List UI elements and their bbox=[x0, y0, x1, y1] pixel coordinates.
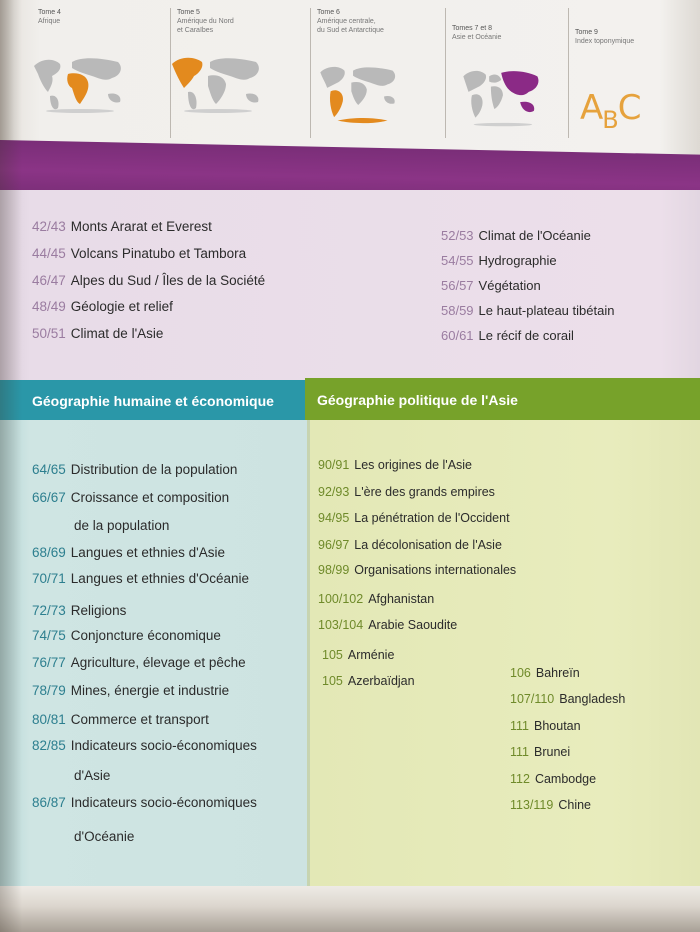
column-divider bbox=[307, 420, 310, 886]
volume-description: Amérique centrale, bbox=[317, 18, 376, 25]
toc-entry[interactable]: 103/104 Arabie Saoudite bbox=[318, 618, 458, 632]
volume-description: Amérique du Nord bbox=[177, 18, 234, 25]
toc-entry[interactable]: 50/51 Climat de l'Asie bbox=[32, 326, 164, 341]
toc-entry[interactable]: 70/71 Langues et ethnies d'Océanie bbox=[32, 571, 250, 586]
volume-label: Tome 4 bbox=[38, 9, 61, 16]
toc-entry[interactable]: 78/79 Mines, énergie et industrie bbox=[32, 683, 230, 698]
toc-entry[interactable]: 82/85 Indicateurs socio-économiques bbox=[32, 738, 257, 753]
volume-label: Tomes 7 et 8 bbox=[452, 25, 493, 32]
toc-entry[interactable]: 100/102 Afghanistan bbox=[318, 592, 435, 606]
volume-description: Afrique bbox=[38, 18, 61, 25]
volume-description: du Sud et Antarctique bbox=[317, 27, 384, 34]
toc-entry[interactable]: 58/59 Le haut-plateau tibétain bbox=[441, 303, 615, 318]
toc-entry[interactable]: 56/57 Végétation bbox=[441, 278, 541, 293]
toc-entry[interactable]: 66/67 Croissance et composition bbox=[32, 490, 230, 505]
toc-entry[interactable]: 72/73 Religions bbox=[32, 603, 127, 618]
page-bottom-edge bbox=[0, 886, 700, 932]
toc-entry[interactable]: 76/77 Agriculture, élevage et pêche bbox=[32, 655, 246, 670]
toc-entry[interactable]: 44/45 Volcans Pinatubo et Tambora bbox=[32, 246, 247, 261]
world-map-north-america-icon bbox=[170, 52, 265, 114]
toc-entry[interactable]: 105 Azerbaïdjan bbox=[322, 674, 415, 688]
binding-shadow bbox=[0, 0, 22, 932]
human-geography-header: Géographie humaine et économique bbox=[0, 380, 305, 420]
toc-entry[interactable]: 48/49 Géologie et relief bbox=[32, 299, 173, 314]
toc-entry[interactable]: 98/99 Organisations internationales bbox=[318, 563, 517, 577]
toc-entry[interactable]: 54/55 Hydrographie bbox=[441, 253, 557, 268]
toc-entry[interactable]: 111 Brunei bbox=[510, 745, 571, 759]
toc-entry-continued: d'Océanie bbox=[74, 829, 135, 844]
toc-entry[interactable]: 105 Arménie bbox=[322, 648, 395, 662]
toc-entry[interactable]: 74/75 Conjoncture économique bbox=[32, 628, 221, 643]
world-map-south-america-icon bbox=[312, 62, 407, 124]
toc-entry[interactable]: 111 Bhoutan bbox=[510, 719, 581, 733]
world-map-africa-icon bbox=[32, 52, 127, 114]
toc-entry[interactable]: 107/110 Bangladesh bbox=[510, 692, 626, 706]
toc-entry[interactable]: 42/43 Monts Ararat et Everest bbox=[32, 219, 212, 234]
toc-entry[interactable]: 94/95 La pénétration de l'Occident bbox=[318, 511, 510, 525]
toc-entry-continued: de la population bbox=[74, 518, 170, 533]
toc-entry[interactable]: 52/53 Climat de l'Océanie bbox=[441, 228, 591, 243]
toc-entry[interactable]: 106 Bahreïn bbox=[510, 666, 580, 680]
toc-entry[interactable]: 92/93 L'ère des grands empires bbox=[318, 485, 495, 499]
volume-description: Asie et Océanie bbox=[452, 34, 502, 41]
political-geography-header: Géographie politique de l'Asie bbox=[305, 378, 700, 420]
toc-entry[interactable]: 96/97 La décolonisation de l'Asie bbox=[318, 538, 502, 552]
toc-entry-continued: d'Asie bbox=[74, 768, 111, 783]
volume-label: Tome 6 bbox=[317, 9, 340, 16]
toc-entry[interactable]: 80/81 Commerce et transport bbox=[32, 712, 209, 727]
abc-letters-icon: $A_BC$ bbox=[580, 88, 641, 134]
toc-entry[interactable]: 46/47 Alpes du Sud / Îles de la Société bbox=[32, 273, 266, 288]
volume-label: Tome 5 bbox=[177, 9, 200, 16]
toc-entry[interactable]: 86/87 Indicateurs socio-économiques bbox=[32, 795, 257, 810]
volume-description: et Caraïbes bbox=[177, 27, 214, 34]
world-map-asia-icon bbox=[455, 66, 550, 128]
toc-entry[interactable]: 64/65 Distribution de la population bbox=[32, 462, 238, 477]
toc-entry[interactable]: 68/69 Langues et ethnies d'Asie bbox=[32, 545, 225, 560]
volume-description: Index toponymique bbox=[575, 38, 635, 45]
toc-entry[interactable]: 90/91 Les origines de l'Asie bbox=[318, 458, 473, 472]
toc-entry[interactable]: 60/61 Le récif de corail bbox=[441, 328, 574, 343]
toc-entry[interactable]: 113/119 Chine bbox=[510, 798, 592, 812]
toc-entry[interactable]: 112 Cambodge bbox=[510, 772, 597, 786]
volume-label: Tome 9 bbox=[575, 29, 598, 36]
